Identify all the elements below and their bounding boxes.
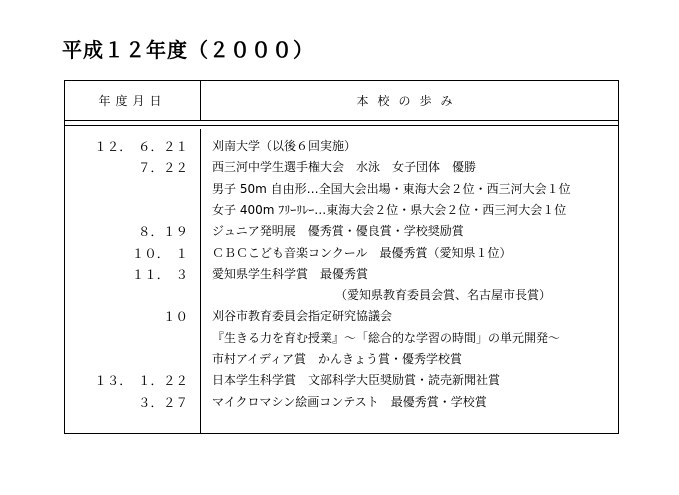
row-date: １２． ６．２１	[94, 139, 188, 154]
table-row	[65, 261, 618, 283]
table-row	[65, 176, 618, 198]
table-row	[65, 367, 618, 389]
table-row	[65, 218, 618, 240]
table-row	[65, 325, 618, 347]
row-date: ３．２７	[137, 394, 188, 410]
row-date: １３． １．２２	[94, 373, 188, 389]
row-text: （愛知県教育委員会賞、名古屋市長賞）	[335, 288, 552, 303]
row-text: 男子 50m 自由形…全国大会出場・東海大会２位・西三河大会１位	[212, 181, 571, 196]
table-row	[65, 154, 618, 176]
row-date: １１． ３	[131, 266, 188, 282]
row-text: マイクロマシン絵画コンテスト 最優秀賞・学校賞	[212, 394, 487, 409]
row-date: １０	[162, 309, 188, 325]
row-text: 刈谷市教育委員会指定研究協議会	[212, 309, 393, 324]
row-text: 女子 400m ﾌﾘｰﾘﾚｰ…東海大会２位・県大会２位・西三河大会１位	[212, 202, 567, 217]
table-row	[65, 303, 618, 325]
row-text: 日本学生科学賞 文部科学大臣奨励賞・読売新聞社賞	[212, 373, 501, 388]
row-text: ＣＢＣこども音楽コンクール 最優秀賞（愛知県１位）	[212, 245, 512, 260]
row-date: １０． １	[131, 245, 188, 261]
header-history: 本校の歩み	[356, 94, 462, 108]
table-row	[65, 389, 618, 411]
row-date: ７．２２	[137, 160, 188, 176]
table-row	[65, 133, 618, 155]
row-text: 市村アイディア賞 かんきょう賞・優秀学校賞	[212, 352, 462, 366]
row-date: ８．１９	[137, 224, 188, 240]
column-divider-header	[200, 81, 201, 121]
table-row	[65, 346, 618, 368]
row-text: 『生きる力を育む授業』～「総合的な学習の時間」の単元開発～	[212, 330, 561, 345]
header-date: 年度月日	[98, 94, 167, 108]
table-header	[65, 81, 618, 121]
page-title: 平成１２年度（２０００）	[62, 38, 314, 62]
header-divider	[65, 125, 618, 126]
table-row	[65, 282, 618, 304]
row-text: 西三河中学生選手権大会 水泳 女子団体 優勝	[212, 160, 477, 175]
row-text: 愛知県学生科学賞 最優秀賞	[212, 266, 369, 281]
history-table	[64, 80, 619, 434]
row-text: 刈南大学（以後６回実施）	[212, 139, 357, 153]
row-text: ジュニア発明展 優秀賞・優良賞・学校奨励賞	[212, 224, 464, 239]
table-row	[65, 197, 618, 219]
table-row	[65, 240, 618, 262]
